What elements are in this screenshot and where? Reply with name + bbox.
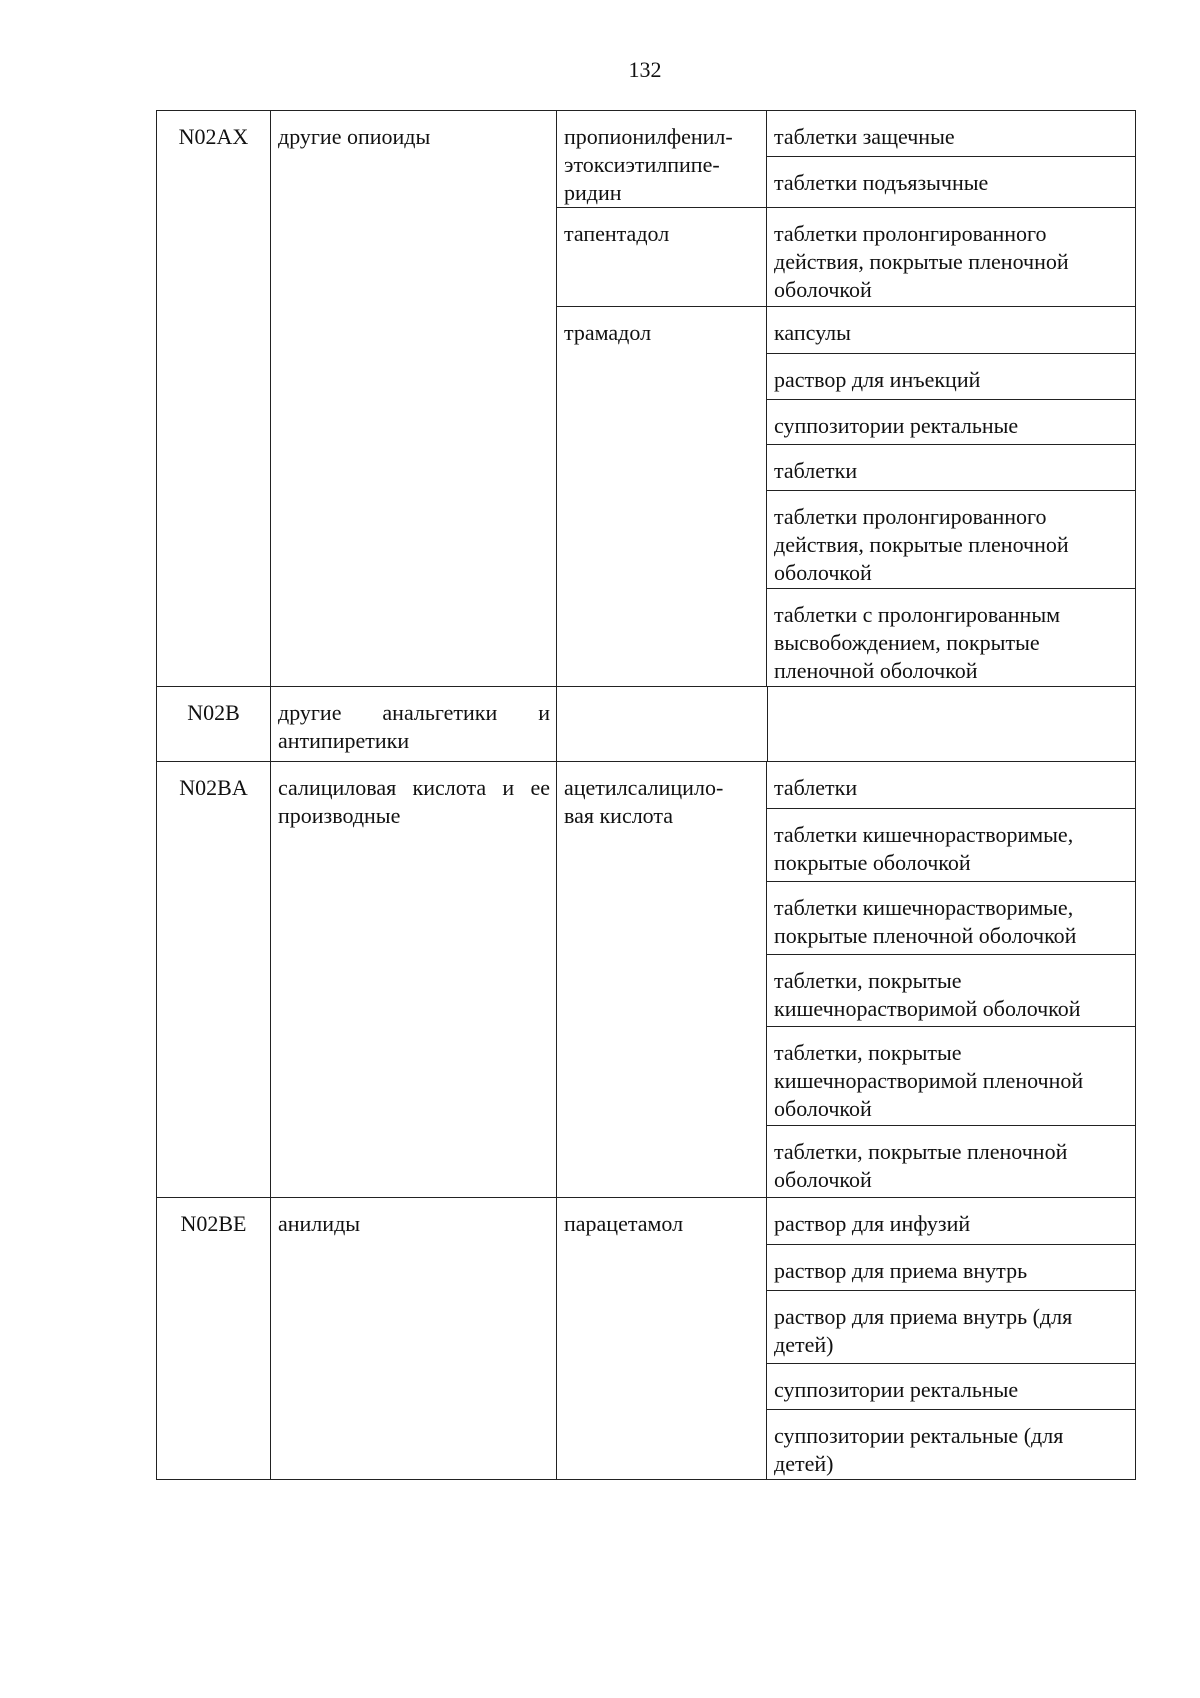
atc-code: N02BA bbox=[157, 762, 271, 1197]
dosage-form: капсулы bbox=[774, 320, 851, 345]
atc-group: анилиды bbox=[271, 1198, 557, 1479]
dosage-form: таблетки bbox=[774, 775, 858, 800]
atc-code: N02B bbox=[157, 687, 271, 761]
drug-entry bbox=[557, 762, 1135, 1197]
drug-entry bbox=[557, 111, 1135, 207]
dosage-form-list bbox=[767, 111, 1135, 207]
drug-name: парацетамол bbox=[557, 1198, 767, 1479]
drug-list bbox=[557, 1198, 1135, 1479]
dosage-form: таблетки с пролонгированным высвобождением, покрытые пленочной оболочкой bbox=[767, 588, 1135, 686]
atc-group: другие анальгетики и антипиретики bbox=[271, 687, 557, 761]
dosage-form: таблетки подъязычные bbox=[767, 156, 1135, 207]
drug-entry bbox=[557, 207, 1135, 306]
dosage-form: суппозитории ректальные bbox=[767, 1363, 1135, 1409]
page-number: 132 bbox=[628, 57, 662, 82]
drug-entry bbox=[557, 1198, 1135, 1479]
drug-table bbox=[156, 110, 1136, 1480]
dosage-form: раствор для приема внутрь (для детей) bbox=[767, 1290, 1135, 1363]
table-row bbox=[156, 686, 1136, 761]
dosage-form: раствор для приема внутрь bbox=[767, 1244, 1135, 1290]
atc-group: салициловая кислота и ее производные bbox=[271, 762, 557, 1197]
dosage-form: таблетки, покрытые кишечнорастворимой оболочкой bbox=[767, 954, 1135, 1026]
dosage-form-list bbox=[767, 307, 1135, 686]
dosage-form: таблетки кишечнорастворимые, покрытые пленочной оболочкой bbox=[767, 881, 1135, 954]
dosage-form: таблетки bbox=[767, 444, 1135, 490]
dosage-form: таблетки пролонгированного действия, покрытые пленочной оболочкой bbox=[774, 221, 1069, 302]
dosage-form: суппозитории ректальные (для детей) bbox=[767, 1409, 1135, 1479]
dosage-form: таблетки кишечнорастворимые, покрытые оболочкой bbox=[767, 808, 1135, 881]
drug-name-empty bbox=[557, 687, 768, 761]
table-row bbox=[156, 1197, 1136, 1480]
drug-entry bbox=[557, 306, 1135, 686]
drug-name: пропионилфенил- этоксиэтилпипе- ридин bbox=[557, 111, 767, 207]
drug-list bbox=[557, 762, 1135, 1197]
drug-name: ацетилсалицило- вая кислота bbox=[557, 762, 767, 1197]
dosage-form: таблетки защечные bbox=[774, 124, 955, 149]
drug-list bbox=[557, 111, 1135, 686]
atc-code: N02BE bbox=[157, 1198, 271, 1479]
dosage-form-list bbox=[767, 1198, 1135, 1479]
dosage-form: таблетки, покрытые кишечнорастворимой пленочной оболочкой bbox=[767, 1026, 1135, 1125]
drug-name: тапентадол bbox=[557, 208, 767, 306]
atc-code: N02AX bbox=[157, 111, 271, 686]
drug-name: трамадол bbox=[557, 307, 767, 686]
dosage-form: таблетки пролонгированного действия, покрытые пленочной оболочкой bbox=[767, 490, 1135, 588]
dosage-form-list bbox=[767, 762, 1135, 1197]
atc-group: другие опиоиды bbox=[271, 111, 557, 686]
table-row bbox=[156, 761, 1136, 1197]
drug-list bbox=[557, 687, 1135, 761]
dosage-form: раствор для инфузий bbox=[774, 1211, 971, 1236]
table-row bbox=[156, 110, 1136, 686]
dosage-form-list bbox=[767, 208, 1135, 306]
dosage-form: суппозитории ректальные bbox=[767, 399, 1135, 444]
dosage-form: раствор для инъекций bbox=[767, 353, 1135, 399]
dosage-form: таблетки, покрытые пленочной оболочкой bbox=[767, 1125, 1135, 1197]
